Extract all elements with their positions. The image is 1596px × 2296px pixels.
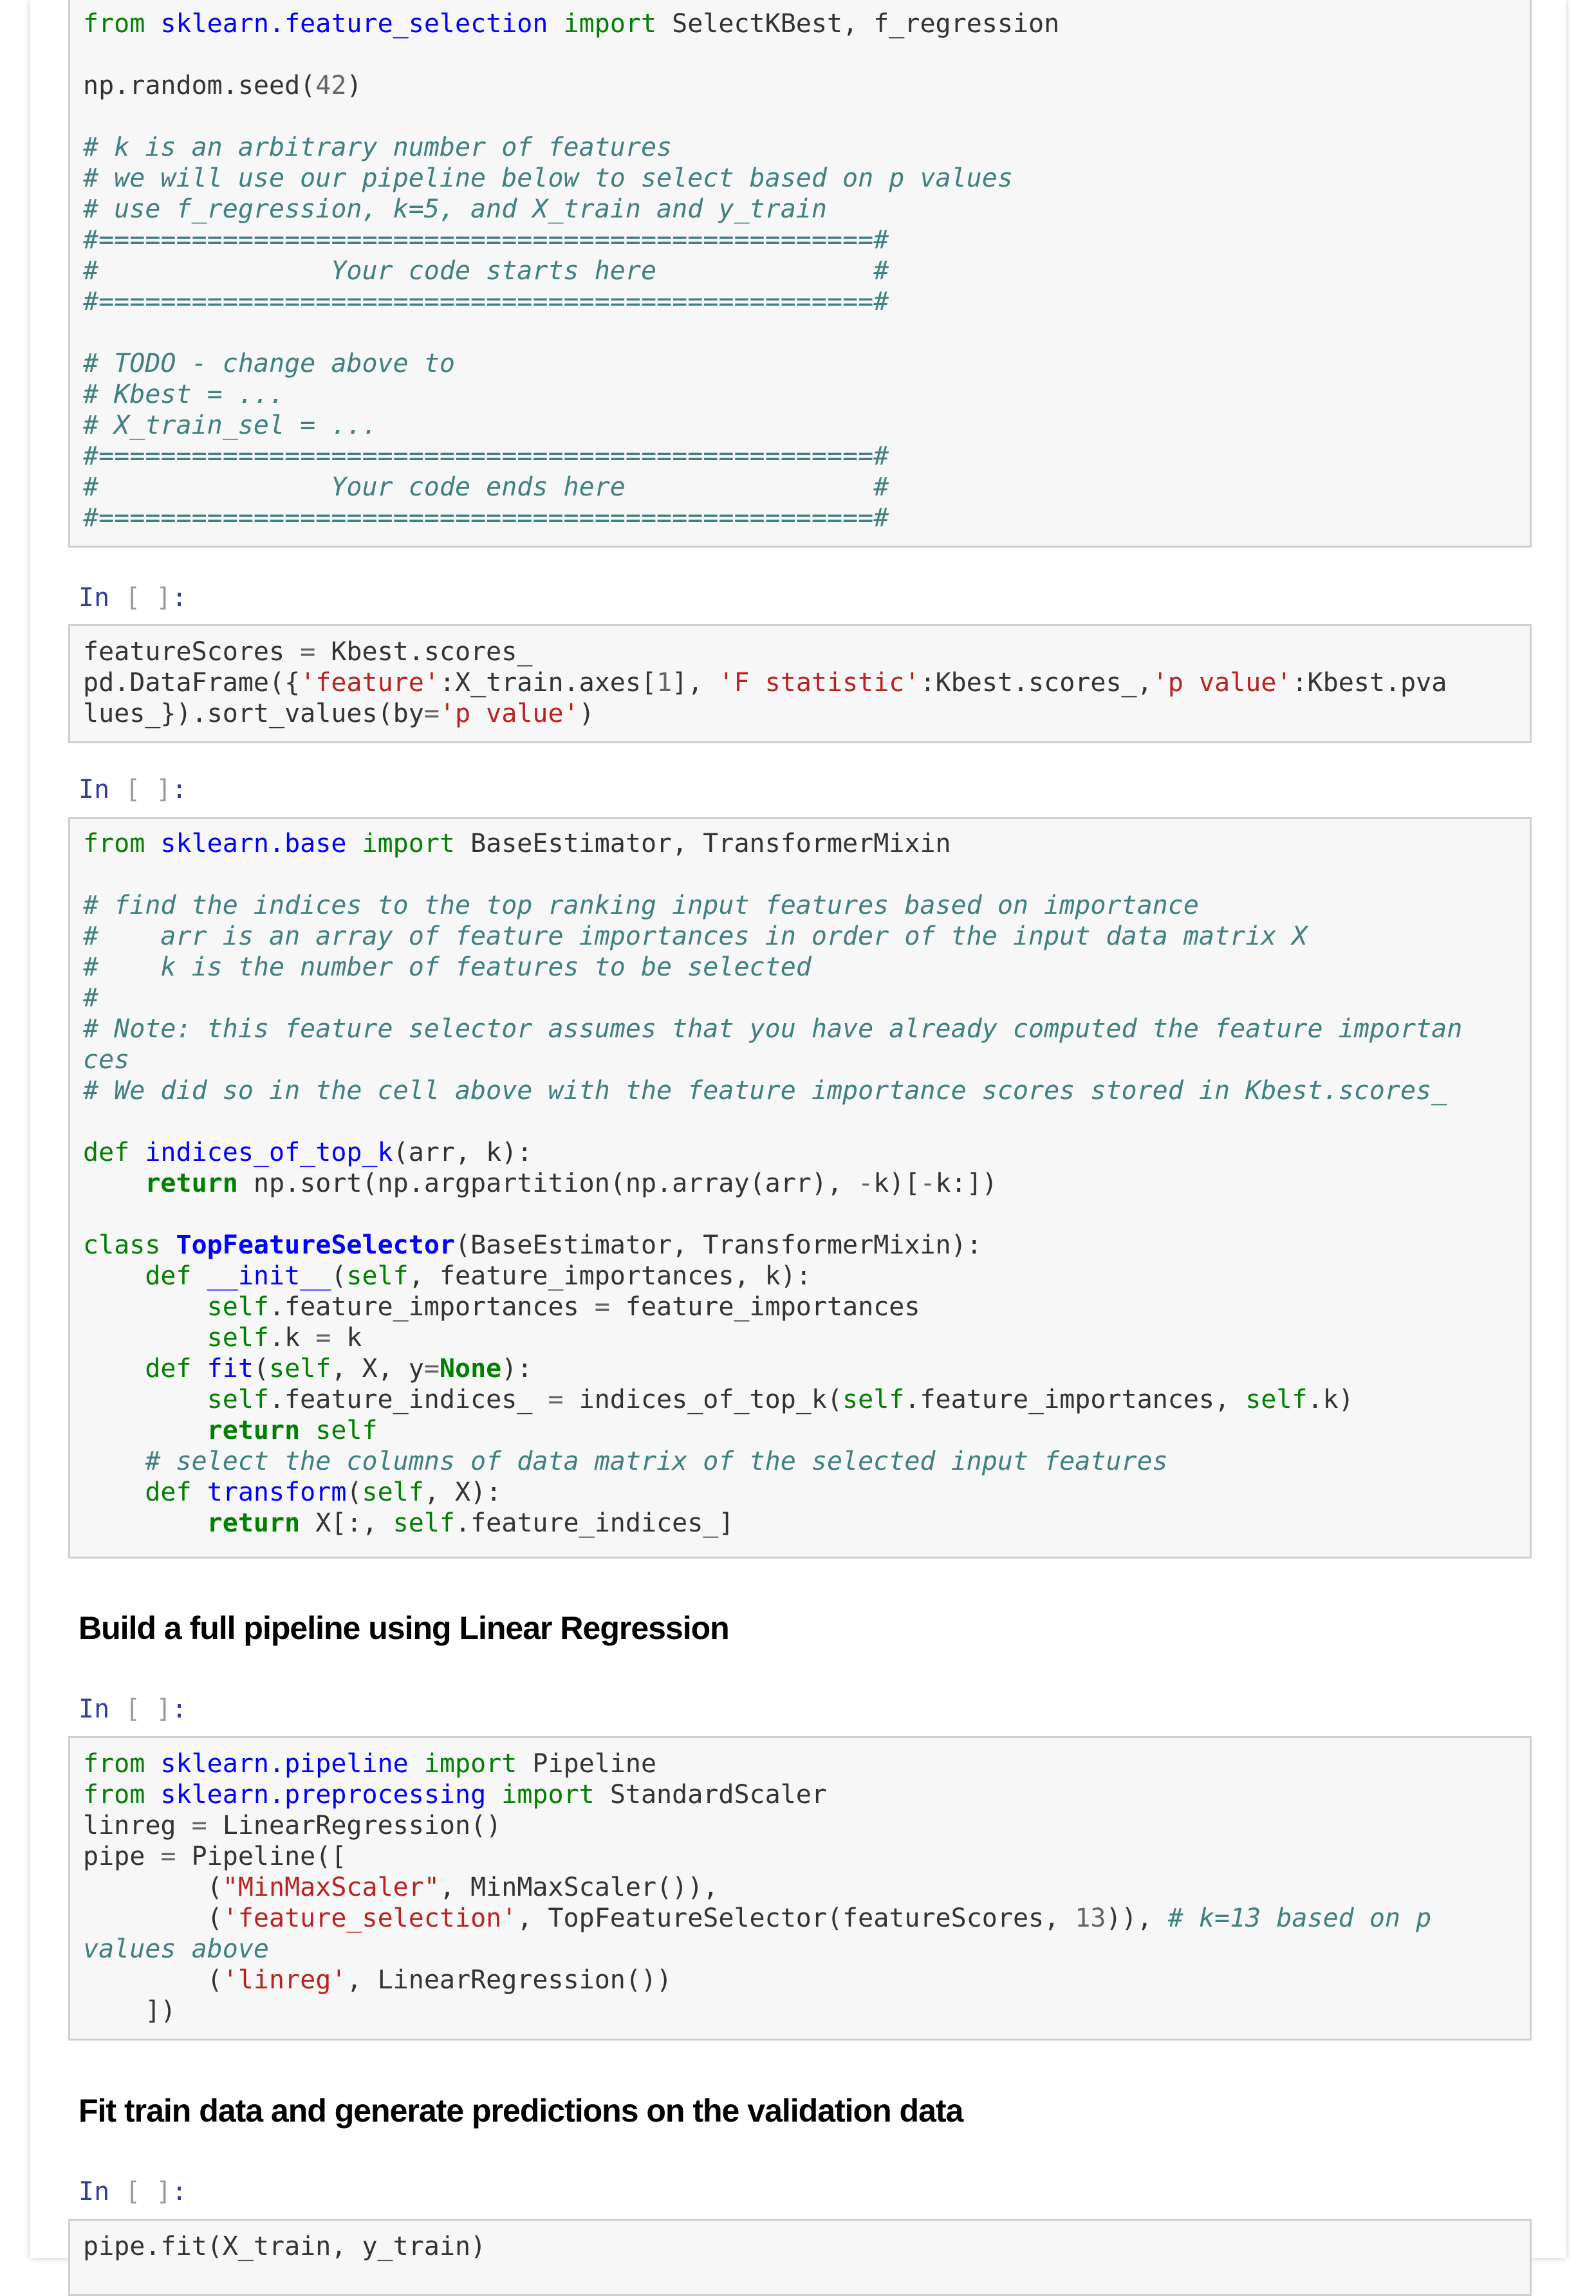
code-line: # (83, 983, 99, 1013)
code-line: # Your code ends here # (83, 472, 889, 502)
code-line: #==================================================# (83, 225, 889, 255)
code-line: # use f_regression, k=5, and X_train and y_train (83, 194, 827, 224)
code-line: def fit(self, X, y=None): (145, 1354, 533, 1384)
code-line: # k is the number of features to be selected (83, 952, 812, 982)
code-line: # Your code starts here # (83, 256, 889, 286)
code-line: def __init__(self, feature_importances, k): (145, 1261, 812, 1291)
code-editor[interactable] (70, 0, 1530, 533)
code-line: return np.sort(np.argpartition(np.array(arr), -k)[-k:]) (145, 1169, 998, 1198)
code-line: # we will use our pipeline below to select based on p values (83, 163, 1013, 193)
code-line: ('linreg', LinearRegression()) (83, 1965, 673, 1995)
markdown-heading-build-pipeline: Build a full pipeline using Linear Regression (79, 1610, 729, 1646)
code-line: # Kbest = ... (83, 380, 285, 409)
code-line (83, 39, 1530, 70)
code-line: # k is an arbitrary number of features (83, 133, 673, 162)
code-line: # X_train_sel = ... (83, 411, 378, 440)
code-line: from sklearn.base import BaseEstimator, TransformerMixin (83, 829, 951, 858)
code-editor[interactable] (70, 626, 1530, 729)
input-prompt: In [ ]: (79, 2177, 187, 2207)
input-prompt: In [ ]: (79, 583, 187, 613)
code-line: values above (83, 1934, 269, 1964)
code-line: # select the columns of data matrix of the selected input features (145, 1447, 1168, 1476)
code-line: ('feature_selection', TopFeatureSelector(featureScores, 13)), # k=13 based on p (83, 1903, 1432, 1933)
code-line: from sklearn.preprocessing import StandardScaler (83, 1780, 827, 1810)
code-line: self.feature_importances = feature_importances (207, 1292, 920, 1322)
code-line: #==================================================# (83, 287, 889, 317)
code-line: featureScores = Kbest.scores_ (83, 637, 533, 667)
code-line (83, 1106, 1530, 1137)
code-editor[interactable] (70, 1738, 1530, 2026)
code-line: ces (83, 1045, 130, 1075)
code-cell-pipeline[interactable] (68, 1736, 1532, 2041)
code-line: ("MinMaxScaler", MinMaxScaler()), (83, 1873, 719, 1902)
markdown-heading-fit-predict: Fit train data and generate predictions on the validation data (79, 2093, 963, 2129)
code-line (83, 101, 1530, 132)
code-line: linreg = LinearRegression() (83, 1811, 502, 1840)
code-cell-feature-scores[interactable] (68, 624, 1532, 743)
code-line: class TopFeatureSelector(BaseEstimator, TransformerMixin): (83, 1230, 982, 1260)
code-editor[interactable] (70, 819, 1530, 1539)
code-line: from sklearn.feature_selection import SelectKBest, f_regression (83, 9, 1060, 39)
code-line: np.random.seed(42) (83, 71, 362, 100)
code-line: lues_}).sort_values(by='p value') (83, 699, 595, 728)
code-line: # find the indices to the top ranking input features based on importance (83, 891, 1199, 920)
code-line: pipe = Pipeline([ (83, 1842, 347, 1871)
code-line: self.k = k (207, 1323, 362, 1353)
code-editor[interactable] (70, 2221, 1530, 2262)
code-line: ]) (83, 1996, 176, 2026)
code-line (83, 317, 1530, 348)
code-line: def indices_of_top_k(arr, k): (83, 1138, 533, 1167)
code-line: #==================================================# (83, 441, 889, 471)
code-cell-top-feature-selector[interactable] (68, 817, 1532, 1559)
code-cell-select-kbest[interactable] (68, 0, 1532, 548)
code-line: #==================================================# (83, 503, 889, 533)
code-line: def transform(self, X): (145, 1477, 502, 1507)
input-prompt: In [ ]: (79, 775, 187, 804)
code-line: pipe.fit(X_train, y_train) (83, 2232, 487, 2261)
input-prompt: In [ ]: (79, 1694, 187, 1724)
code-line: # We did so in the cell above with the feature importance scores stored in Kbest.scores_ (83, 1076, 1447, 1106)
code-line: return self (207, 1416, 378, 1445)
code-line (83, 1199, 1530, 1230)
code-line: return X[:, self.feature_indices_] (207, 1508, 734, 1538)
code-line: from sklearn.pipeline import Pipeline (83, 1749, 657, 1779)
code-line: # TODO - change above to (83, 349, 455, 378)
code-line: # Note: this feature selector assumes that you have already computed the feature importan (83, 1014, 1463, 1044)
code-line: # arr is an array of feature importances in order of the input data matrix X (83, 921, 1308, 951)
code-line (83, 859, 1530, 890)
code-line: self.feature_indices_ = indices_of_top_k(self.feature_importances, self.k) (207, 1385, 1354, 1414)
code-line: pd.DataFrame({'feature':X_train.axes[1], 'F statistic':Kbest.scores_,'p value':Kbest.pva (83, 668, 1447, 698)
code-cell-pipe-fit[interactable] (68, 2219, 1532, 2296)
